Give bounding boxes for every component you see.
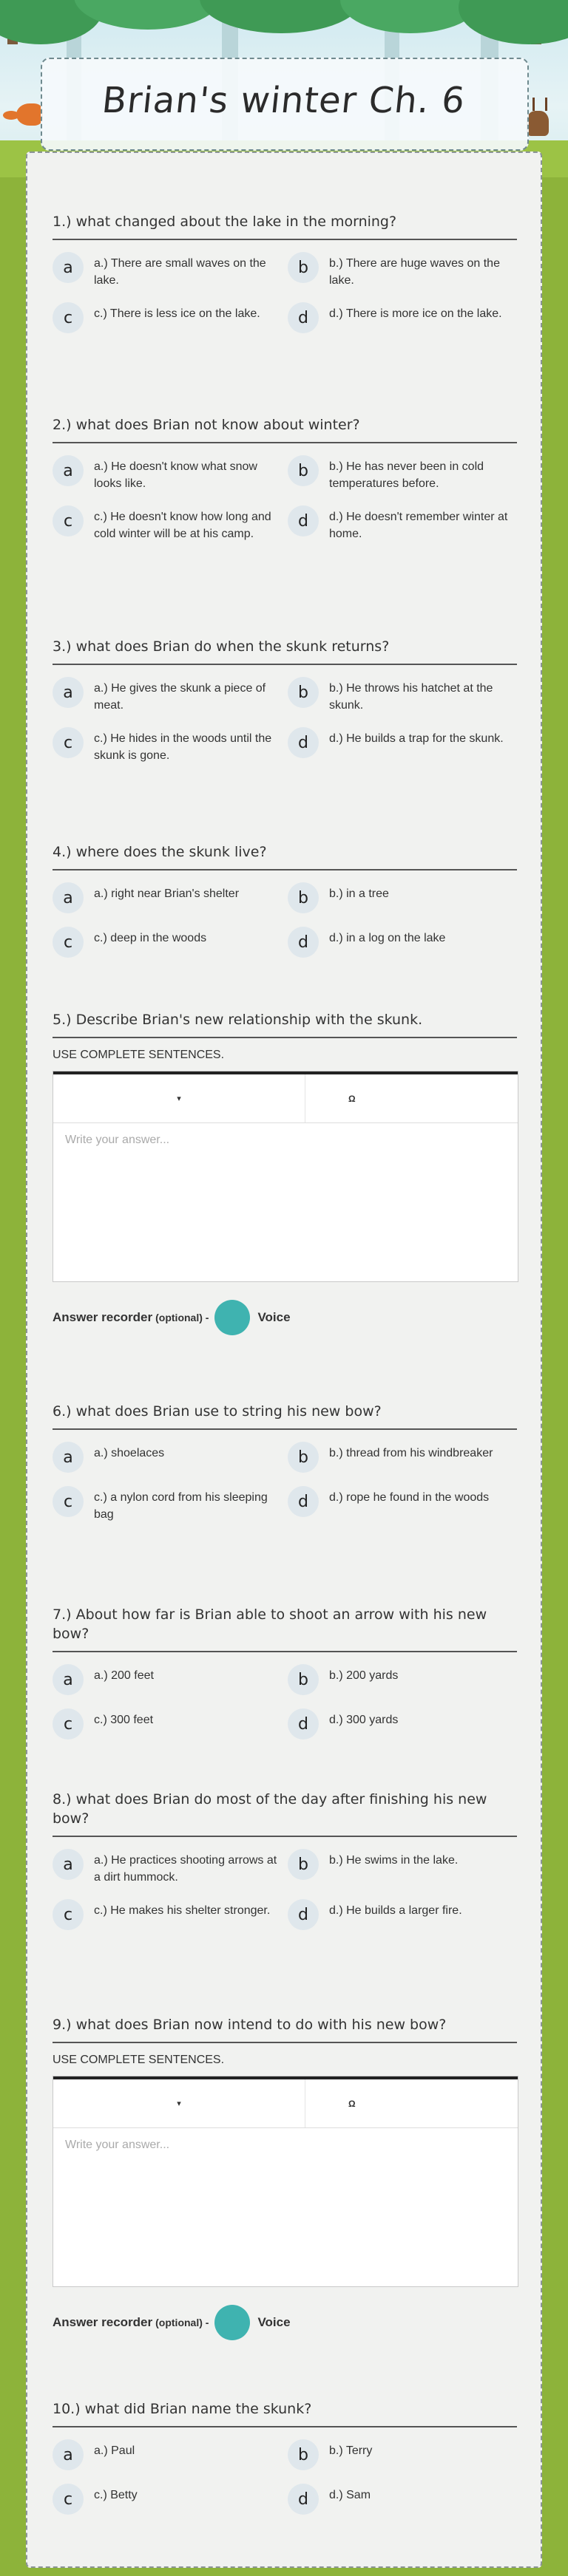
option-text: a.) He practices shooting arrows at a dirt hummock. xyxy=(94,1854,277,1884)
letter-bubble: c xyxy=(53,727,84,758)
option-text: d.) 300 yards xyxy=(329,1714,399,1726)
letter-bubble: b xyxy=(288,455,319,486)
letter-bubble: d xyxy=(288,505,319,536)
option-text: b.) He has never been in cold temperatures before. xyxy=(329,460,484,490)
option-a[interactable] xyxy=(53,455,282,492)
letter-bubble: d xyxy=(288,302,319,333)
option-c[interactable] xyxy=(53,2484,282,2515)
option-b[interactable] xyxy=(288,252,517,289)
option-text: d.) There is more ice on the lake. xyxy=(329,307,502,320)
recorder-optional: (optional) - xyxy=(155,1312,209,1323)
option-b[interactable] xyxy=(288,882,517,913)
option-c[interactable] xyxy=(53,927,282,958)
record-voice-button[interactable] xyxy=(214,2305,250,2340)
letter-bubble: d xyxy=(288,727,319,758)
letter-bubble: c xyxy=(53,302,84,333)
recorder-label: Answer recorder xyxy=(53,2315,153,2329)
option-d[interactable] xyxy=(288,1708,517,1740)
letter-bubble: d xyxy=(288,1708,319,1740)
question-2 xyxy=(53,415,517,542)
option-text: b.) There are huge waves on the lake. xyxy=(329,257,500,287)
question-title: 10.) what did Brian name the skunk? xyxy=(53,2399,517,2427)
option-text: b.) Terry xyxy=(329,2444,373,2457)
option-c[interactable] xyxy=(53,1708,282,1740)
letter-bubble: d xyxy=(288,927,319,958)
question-title: 3.) what does Brian do when the skunk returns? xyxy=(53,637,517,665)
question-10 xyxy=(53,2399,517,2515)
letter-bubble: b xyxy=(288,677,319,708)
option-d[interactable] xyxy=(288,1899,517,1930)
answer-editor xyxy=(53,2076,518,2287)
option-text: a.) 200 feet xyxy=(94,1669,154,1682)
letter-bubble: a xyxy=(53,1442,84,1473)
letter-bubble: b xyxy=(288,1664,319,1695)
option-b[interactable] xyxy=(288,455,517,492)
letter-bubble: b xyxy=(288,252,319,283)
answer-recorder xyxy=(53,1300,517,1335)
option-d[interactable] xyxy=(288,2484,517,2515)
option-b[interactable] xyxy=(288,1442,517,1473)
option-c[interactable] xyxy=(53,727,282,764)
editor-toolbar xyxy=(53,1071,518,1123)
letter-bubble: d xyxy=(288,1486,319,1517)
letter-bubble: c xyxy=(53,2484,84,2515)
instruction-text: USE COMPLETE SENTENCES. xyxy=(53,1049,225,1061)
option-text: c.) a nylon cord from his sleeping bag xyxy=(94,1491,268,1521)
option-text: d.) He builds a larger fire. xyxy=(329,1904,462,1917)
option-a[interactable] xyxy=(53,882,282,913)
title-card xyxy=(41,58,529,151)
letter-bubble: c xyxy=(53,1708,84,1740)
letter-bubble: a xyxy=(53,1849,84,1880)
special-characters-icon[interactable]: Ω xyxy=(348,2098,356,2109)
option-d[interactable] xyxy=(288,302,517,333)
option-text: c.) Betty xyxy=(94,2489,138,2501)
letter-bubble: a xyxy=(53,1664,84,1695)
option-b[interactable] xyxy=(288,2439,517,2470)
option-text: c.) deep in the woods xyxy=(94,932,207,944)
letter-bubble: a xyxy=(53,882,84,913)
option-text: b.) He swims in the lake. xyxy=(329,1854,459,1867)
option-text: a.) Paul xyxy=(94,2444,135,2457)
option-text: b.) He throws his hatchet at the skunk. xyxy=(329,682,493,712)
option-text: d.) in a log on the lake xyxy=(329,932,446,944)
question-1 xyxy=(53,212,517,333)
option-b[interactable] xyxy=(288,677,517,714)
instruction-text: USE COMPLETE SENTENCES. xyxy=(53,2054,225,2066)
question-title: 8.) what does Brian do most of the day after finishing his new bow? xyxy=(53,1790,517,1837)
option-c[interactable] xyxy=(53,302,282,333)
special-characters-icon[interactable]: Ω xyxy=(348,1093,356,1104)
option-text: c.) He doesn't know how long and cold winter will be at his camp. xyxy=(94,511,271,540)
answer-textarea[interactable]: Write your answer... xyxy=(65,2139,170,2151)
option-d[interactable] xyxy=(288,1486,517,1523)
option-b[interactable] xyxy=(288,1664,517,1695)
question-title: 5.) Describe Brian's new relationship with the skunk. xyxy=(53,1010,517,1038)
deer-illustration xyxy=(527,111,549,136)
letter-bubble: b xyxy=(288,882,319,913)
question-7 xyxy=(53,1605,517,1740)
question-title: 6.) what does Brian use to string his new bow? xyxy=(53,1402,517,1430)
letter-bubble: c xyxy=(53,927,84,958)
option-text: a.) He doesn't know what snow looks like. xyxy=(94,460,257,490)
option-text: d.) rope he found in the woods xyxy=(329,1491,490,1504)
option-a[interactable] xyxy=(53,1849,282,1886)
option-a[interactable] xyxy=(53,1664,282,1695)
page-title: Brian's winter Ch. 6 xyxy=(100,80,467,121)
question-5 xyxy=(53,1010,517,1335)
option-a[interactable] xyxy=(53,252,282,289)
letter-bubble: a xyxy=(53,677,84,708)
letter-bubble: a xyxy=(53,252,84,283)
option-text: c.) He hides in the woods until the skunk is gone. xyxy=(94,732,272,762)
question-title: 9.) what does Brian now intend to do with his new bow? xyxy=(53,2015,517,2043)
format-dropdown[interactable]: ▾ xyxy=(53,1074,305,1122)
letter-bubble: d xyxy=(288,1899,319,1930)
letter-bubble: a xyxy=(53,455,84,486)
option-d[interactable] xyxy=(288,505,517,542)
letter-bubble: a xyxy=(53,2439,84,2470)
answer-textarea[interactable]: Write your answer... xyxy=(65,1134,170,1146)
option-a[interactable] xyxy=(53,2439,282,2470)
option-b[interactable] xyxy=(288,1849,517,1886)
option-d[interactable] xyxy=(288,927,517,958)
question-4 xyxy=(53,842,517,958)
option-text: b.) in a tree xyxy=(329,887,389,900)
editor-toolbar xyxy=(53,2076,518,2128)
option-text: c.) 300 feet xyxy=(94,1714,154,1726)
option-text: a.) There are small waves on the lake. xyxy=(94,257,266,287)
question-title: 7.) About how far is Brian able to shoot an arrow with his new bow? xyxy=(53,1605,517,1652)
question-title: 1.) what changed about the lake in the morning? xyxy=(53,212,517,240)
option-d[interactable] xyxy=(288,727,517,764)
recorder-label: Answer recorder xyxy=(53,1310,153,1324)
option-text: d.) Sam xyxy=(329,2489,371,2501)
question-title: 2.) what does Brian not know about winter? xyxy=(53,415,517,443)
option-text: d.) He builds a trap for the skunk. xyxy=(329,732,504,745)
format-dropdown[interactable]: ▾ xyxy=(53,2079,305,2127)
letter-bubble: b xyxy=(288,1849,319,1880)
letter-bubble: b xyxy=(288,1442,319,1473)
option-text: b.) 200 yards xyxy=(329,1669,399,1682)
option-a[interactable] xyxy=(53,677,282,714)
option-text: a.) He gives the skunk a piece of meat. xyxy=(94,682,266,712)
question-title: 4.) where does the skunk live? xyxy=(53,842,517,870)
option-text: c.) There is less ice on the lake. xyxy=(94,307,260,320)
recorder-optional: (optional) - xyxy=(155,2317,209,2328)
option-c[interactable] xyxy=(53,1899,282,1930)
voice-label: Voice xyxy=(257,1310,291,1324)
option-text: b.) thread from his windbreaker xyxy=(329,1447,493,1459)
question-6 xyxy=(53,1402,517,1523)
question-9 xyxy=(53,2015,517,2340)
question-8 xyxy=(53,1790,517,1930)
letter-bubble: b xyxy=(288,2439,319,2470)
option-text: a.) shoelaces xyxy=(94,1447,165,1459)
option-c[interactable] xyxy=(53,505,282,542)
option-text: c.) He makes his shelter stronger. xyxy=(94,1904,271,1917)
option-text: a.) right near Brian's shelter xyxy=(94,887,240,900)
letter-bubble: c xyxy=(53,505,84,536)
letter-bubble: c xyxy=(53,1899,84,1930)
answer-recorder xyxy=(53,2305,517,2340)
voice-label: Voice xyxy=(257,2315,291,2329)
record-voice-button[interactable] xyxy=(214,1300,250,1335)
letter-bubble: c xyxy=(53,1486,84,1517)
option-a[interactable] xyxy=(53,1442,282,1473)
option-text: d.) He doesn't remember winter at home. xyxy=(329,511,508,540)
worksheet xyxy=(26,151,542,2568)
option-c[interactable] xyxy=(53,1486,282,1523)
letter-bubble: d xyxy=(288,2484,319,2515)
question-3 xyxy=(53,637,517,764)
answer-editor xyxy=(53,1071,518,1282)
